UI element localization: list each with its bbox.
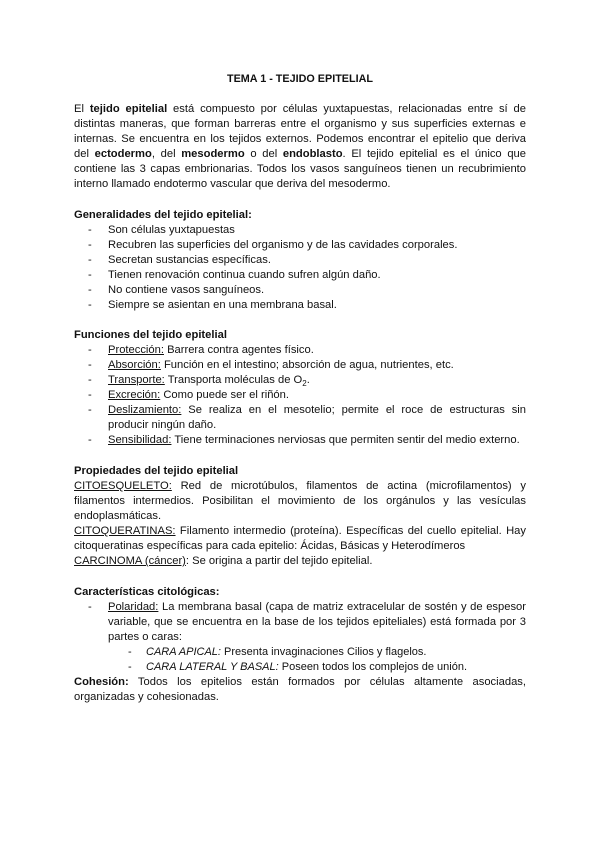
intro-paragraph: [74, 102, 526, 192]
item-term: CARA LATERAL Y BASAL:: [146, 661, 279, 673]
caras-list: [74, 645, 526, 675]
item-term: Protección:: [108, 344, 164, 356]
item-text: Todos los epitelios están formados por células altamente asociadas, organizadas y cohesionadas.: [74, 676, 526, 703]
item-term: Transporte:: [108, 374, 165, 386]
carcinoma-paragraph: [74, 554, 526, 569]
item-text: Como puede ser el riñón.: [160, 389, 289, 401]
list-item: - Siempre se asientan en una membrana basal.: [74, 298, 526, 313]
item-text: .: [306, 374, 310, 386]
propiedades-section: [74, 464, 526, 569]
item-term: CITOESQUELETO:: [74, 480, 172, 492]
list-item: - No contiene vasos sanguíneos.: [74, 283, 526, 298]
list-item: - Recubren las superficies del organismo y de las cavidades corporales.: [74, 238, 526, 253]
item-term: Deslizamiento:: [108, 404, 182, 416]
intro-text: o del: [244, 148, 283, 160]
list-item: [74, 403, 526, 433]
list-item: [74, 660, 526, 675]
intro-text: está compuesto por células yuxtapuestas, relacionadas entre sí de distintas maneras, que forman barreras entre el organismo y sus superficies externas e internas. Se encuentra en los tejidos externos. Podemos encontrar el epitelio que deriva del: [74, 103, 526, 160]
list-item: [74, 343, 526, 358]
item-text: Transporta moléculas de O: [164, 374, 303, 386]
item-term: Cohesión:: [74, 676, 129, 688]
list-item: [74, 645, 526, 660]
item-text: Red de microtúbulos, filamentos de actina (microfilamentos) y filamentos intermedios. Posibilitan el movimiento de los orgánulos y las vesículas endoplasmáticas.: [74, 480, 526, 522]
generalidades-section: [74, 208, 526, 313]
list-item: [74, 358, 526, 373]
item-text: Barrera contra agentes físico.: [163, 344, 314, 356]
list-item: - Son células yuxtapuestas: [74, 223, 526, 238]
item-text: Se realiza en el mesotelio; permite el roce de estructuras sin producir ningún daño.: [108, 404, 526, 431]
item-term: CARCINOMA (cáncer): [74, 555, 186, 567]
item-text: Función en el intestino; absorción de agua, nutrientes, etc.: [160, 359, 454, 371]
item-term: CARA APICAL:: [146, 646, 221, 658]
item-term: CITOQUERATINAS:: [74, 525, 176, 537]
list-item: - Tienen renovación continua cuando sufren algún daño.: [74, 268, 526, 283]
citoqueratinas-paragraph: [74, 524, 526, 554]
caracteristicas-list: [74, 600, 526, 645]
intro-bold-term: tejido epitelial: [89, 103, 168, 115]
citoesqueleto-paragraph: [74, 479, 526, 524]
list-item: [74, 388, 526, 403]
section-heading: Generalidades del tejido epitelial:: [74, 209, 252, 221]
funciones-list: [74, 343, 526, 448]
intro-text: . El tejido epitelial es el único que contiene las 3 capas embrionarias. Todos los vasos sanguíneos tienen un recubrimiento interno llamado endotermo vascular que deriva del mesodermo.: [74, 148, 526, 190]
intro-bold-term: endoblasto: [282, 148, 343, 160]
section-heading: Funciones del tejido epitelial: [74, 329, 227, 341]
generalidades-list: [74, 223, 526, 313]
item-text: Tiene terminaciones nerviosas que permiten sentir del medio externo.: [171, 434, 520, 446]
intro-text: El: [74, 103, 90, 115]
item-text: Poseen todos los complejos de unión.: [278, 661, 468, 673]
item-term: Polaridad:: [108, 601, 159, 613]
list-item: [74, 600, 526, 645]
intro-text: , del: [151, 148, 182, 160]
item-text: : Se origina a partir del tejido epitelial.: [185, 555, 373, 567]
item-term: Absorción:: [108, 359, 161, 371]
document-title: TEMA 1 - TEJIDO EPITELIAL: [227, 73, 373, 85]
caracteristicas-section: [74, 585, 526, 705]
item-term: Sensibilidad:: [108, 434, 172, 446]
funciones-section: [74, 328, 526, 448]
item-text: La membrana basal (capa de matriz extracelular de sostén y de espesor variable, que se encuentra en la base de los tejidos epiteliales) está formada por 3 partes o caras:: [108, 601, 526, 643]
list-item: - Secretan sustancias específicas.: [74, 253, 526, 268]
section-heading: Propiedades del tejido epitelial: [74, 465, 239, 477]
item-text: Presenta invaginaciones Cilios y flagelos.: [221, 646, 427, 658]
subscript: 2: [302, 379, 307, 389]
item-text: Filamento intermedio (proteína). Específicas del cuello epitelial. Hay citoqueratinas específicas para cada epitelio: Ácidas, Básicas y Heterodímeros: [74, 525, 526, 552]
section-heading: Características citológicas:: [74, 586, 220, 598]
cohesion-paragraph: [74, 675, 526, 705]
item-term: Excreción:: [108, 389, 161, 401]
intro-bold-term: mesodermo: [181, 148, 245, 160]
list-item: [74, 373, 526, 388]
list-item: [74, 433, 526, 448]
intro-bold-term: ectodermo: [94, 148, 152, 160]
